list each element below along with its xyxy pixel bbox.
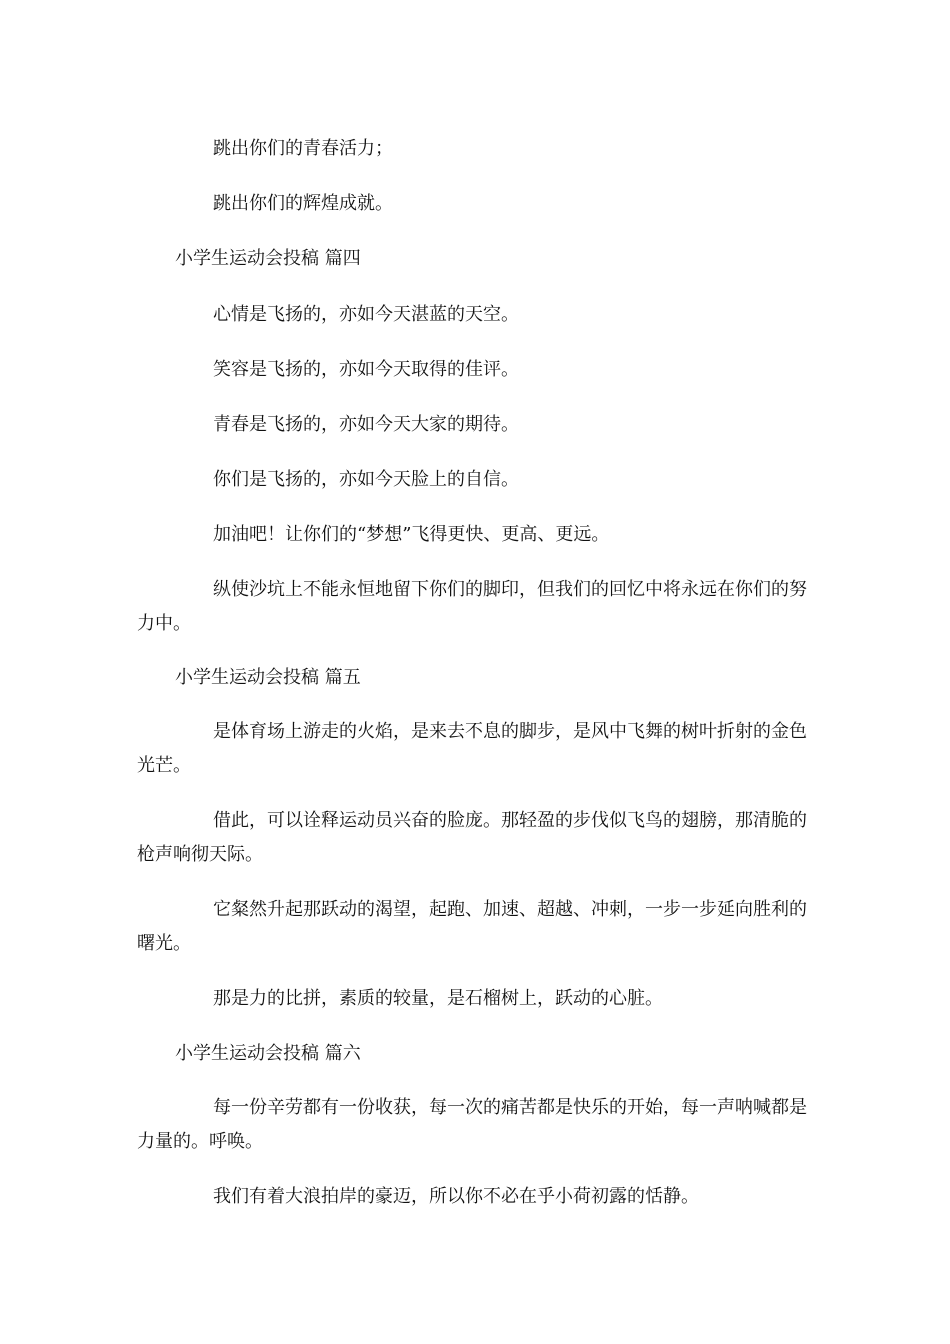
paragraph: 是体育场上游走的火焰，是来去不息的脚步，是风中飞舞的树叶折射的金色光芒。 (137, 721, 807, 776)
paragraph: 加油吧！让你们的“梦想”飞得更快、更高、更远。 (213, 524, 610, 545)
paragraph: 纵使沙坑上不能永恒地留下你们的脚印，但我们的回忆中将永远在你们的努力中。 (137, 579, 807, 634)
paragraph: 它粲然升起那跃动的渴望，起跑、加速、超越、冲刺，一步一步延向胜利的曙光。 (137, 899, 807, 954)
paragraph: 我们有着大浪拍岸的豪迈，所以你不必在乎小荷初露的恬静。 (213, 1186, 699, 1207)
paragraph: 笑容是飞扬的，亦如今天取得的佳评。 (213, 359, 519, 380)
paragraph: 那是力的比拼，素质的较量，是石榴树上，跃动的心脏。 (213, 988, 663, 1009)
text-line: 跳出你们的青春活力； (213, 138, 393, 159)
section-heading: 小学生运动会投稿 篇六 (175, 1043, 361, 1064)
paragraph: 心情是飞扬的，亦如今天湛蓝的天空。 (213, 304, 519, 325)
paragraph: 青春是飞扬的，亦如今天大家的期待。 (213, 414, 519, 435)
text-line: 跳出你们的辉煌成就。 (213, 193, 393, 214)
section-heading: 小学生运动会投稿 篇五 (175, 667, 361, 688)
section-heading: 小学生运动会投稿 篇四 (175, 248, 361, 269)
paragraph: 每一份辛劳都有一份收获，每一次的痛苦都是快乐的开始，每一声呐喊都是力量的。呼唤。 (137, 1097, 807, 1152)
paragraph: 你们是飞扬的，亦如今天脸上的自信。 (213, 469, 519, 490)
paragraph: 借此，可以诠释运动员兴奋的脸庞。那轻盈的步伐似飞鸟的翅膀，那清脆的枪声响彻天际。 (137, 810, 807, 865)
